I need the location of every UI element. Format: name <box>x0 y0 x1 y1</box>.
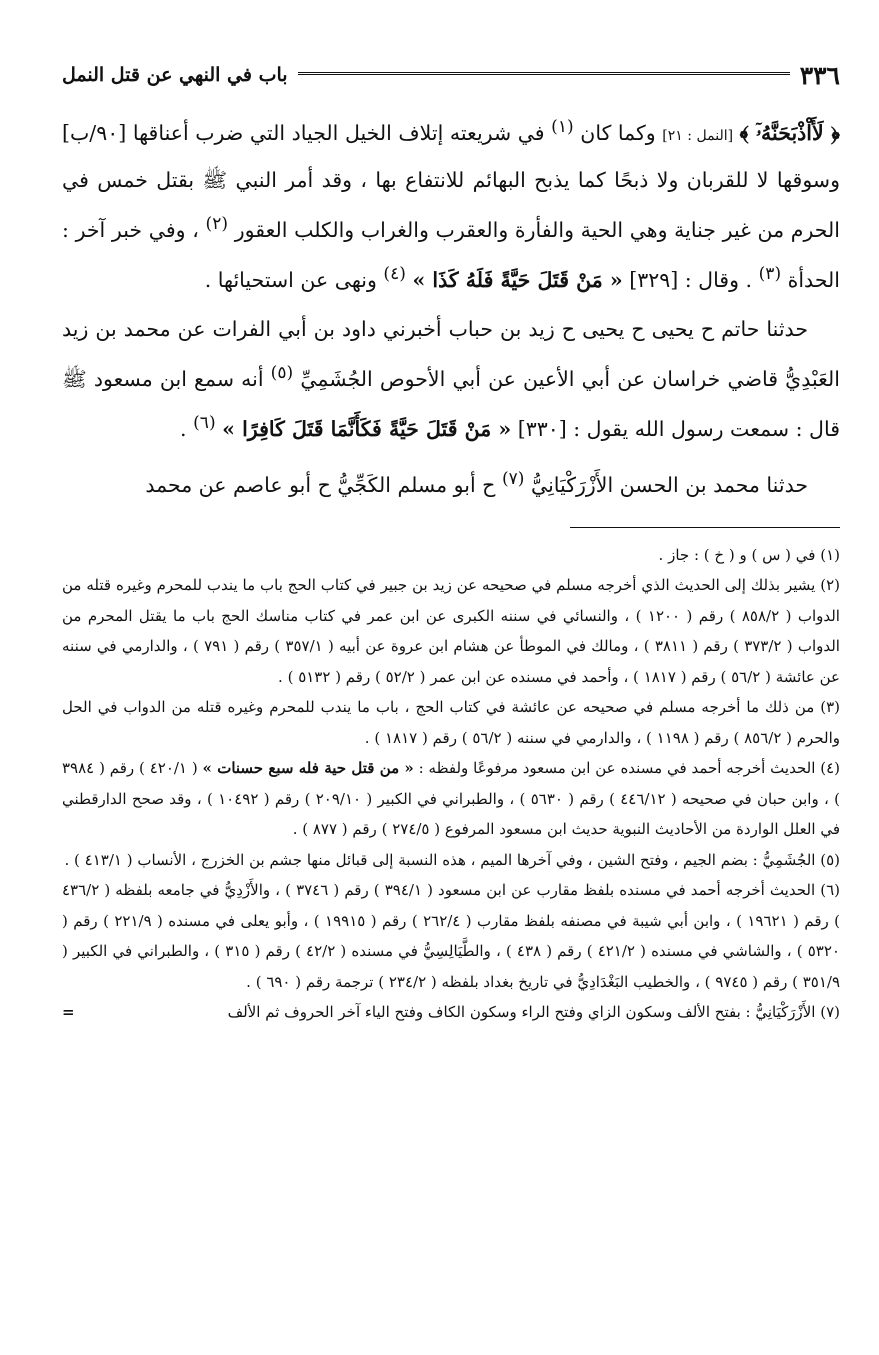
paragraph-3 <box>62 457 840 507</box>
paragraph-2 <box>62 307 840 451</box>
footnote-ref: (٤) <box>383 263 406 284</box>
book-page <box>62 55 840 1028</box>
footnote-5: (٥) الجُشَمِيُّ : بضم الجيم ، وفتح الشين ، وفي آخرها الميم ، هذه النسبة إلى قبائل منها جشم بن الخزرج ، الأنساب ( ٤١٣/١ ) . <box>64 850 840 869</box>
text-run: أنه سمع ابن مسعود ﷺ قال : سمعت رسول الله يقول : [٣٣٠] <box>62 367 840 442</box>
footnote-separator <box>570 527 840 528</box>
hadith-text: « مَنْ قَتَلَ حَيَّةً فَكَأَنَّمَا قَتَلَ كَافِرًا » <box>222 417 512 442</box>
page-number: ٣٣٦ <box>799 60 840 90</box>
footnote-6: (٦) الحديث أخرجه أحمد في مسنده بلفظ مقارب عن ابن مسعود ( ٣٩٤/١ ) رقم ( ٣٧٤٦ ) ، والأَزْدِيُّ في جامعه بلفظه ( ٤٣٦/٢ ) رقم ( ١٩٦٢١ ) ، وابن أبي شيبة في مصنفه بلفظ مقارب ( ٢٦٢/٤ ) رقم ( ١٩٩١٥ ) ، وأبو يعلى في مسنده ( ٢٢١/٩ ) رقم ( ٥٣٢٠ ) ، والشاشي في مسنده ( ٤٢١/٢ ) رقم ( ٤٣٨ ) ، والطَّيَالِسِيُّ في مسنده ( ٤٢/٢ ) رقم ( ٣١٥ ) ، والطبراني في الكبير ( ٣٥١/٩ ) رقم ( ٩٧٤٥ ) ، والخطيب البَغْدَادِيُّ في تاريخ بغداد بلفظه ( ٢٣٤/٢ ) ترجمة رقم ( ٦٩٠ ) . <box>62 881 840 991</box>
footnote-4-quote: « من قتل حية فله سبع حسنات » <box>202 759 414 778</box>
footnote-7 <box>62 997 840 1028</box>
footnote-4 <box>62 753 840 845</box>
footnote-ref: (٢) <box>205 213 229 234</box>
text-run: ونهى عن استحيائها . <box>204 267 377 292</box>
text-run: وكما كان <box>573 120 656 145</box>
footnote-2: (٢) يشير بذلك إلى الحديث الذي أخرجه مسلم في صحيحه عن زيد بن جبير في كتاب الحج باب ما يندب للمحرم وغيره قتله من الدواب ( ٨٥٨/٢ ) رقم ( ١٢٠٠ ) ، والنسائي في سننه الكبرى عن ابن عمر في كتاب مناسك الحج باب ما يقتل المحرم من الدواب ( ٣٧٣/٢ ) رقم ( ٣٨١١ ) ، ومالك في الموطأ عن هشام ابن عروة عن أبيه ( ٣٥٧/١ ) رقم ( ٧٩١ ) ، والدارمي في سننه عن عائشة ( ٥٦/٢ ) رقم ( ١٨١٧ ) ، وأحمد في مسنده عن ابن عمر ( ٥٢/٢ ) رقم ( ٥١٣٢ ) . <box>62 576 840 686</box>
running-title: باب في النهي عن قتل النمل <box>62 64 288 86</box>
footnote-ref: (١) <box>551 117 574 137</box>
text-run: حدثنا محمد بن الحسن الأَزْرَكْيَانِيُّ <box>524 472 808 497</box>
footnote-ref: (٦) <box>193 413 216 434</box>
footnote-4-lead: (٤) الحديث أخرجه أحمد في مسنده عن ابن مسعود مرفوعًا ولفظه : <box>413 759 840 778</box>
hadith-text: « مَنْ قَتَلَ حَيَّةً فَلَهُ كَذَا » <box>412 267 623 292</box>
continuation-mark: = <box>62 1003 75 1022</box>
footnote-ref: (٥) <box>270 363 294 384</box>
footnote-4-rest: ( ٤٢٠/١ ) رقم ( ٣٩٨٤ ) ، وابن حبان في صحيحه ( ٤٤٦/١٢ ) رقم ( ٥٦٣٠ ) ، والطبراني في الكبير ( ٢٠٩/١٠ ) رقم ( ١٠٤٩٢ ) ، وقد صحح الدارقطني في العلل الواردة من الأحاديث النبوية حديث ابن مسعود المرفوع ( ٢٧٤/٥ ) رقم ( ٨٧٧ ) . <box>62 759 840 839</box>
footnote-ref: (٧) <box>501 469 525 490</box>
paragraph-1 <box>62 105 840 301</box>
footnotes <box>62 540 840 1028</box>
header-rule <box>298 72 790 78</box>
page-header <box>62 55 840 95</box>
text-run: . <box>180 417 187 442</box>
footnote-ref: (٣) <box>758 263 782 284</box>
quran-citation: [النمل : ٢١] <box>662 127 734 144</box>
quran-verse: ﴿ لَأَاْذْبَحَنَّهُۥٓ ﴾ <box>739 120 840 145</box>
footnote-1: (١) في ( س ) و ( خ ) : جاز . <box>658 545 840 564</box>
footnote-3: (٣) من ذلك ما أخرجه مسلم في صحيحه عن عائشة في كتاب الحج ، باب ما يندب للمحرم وغيره قتله من الدواب في الحل والحرم ( ٨٥٦/٢ ) رقم ( ١١٩٨ ) ، والدارمي في سننه ( ٥٦/٢ ) رقم ( ١٨١٧ ) . <box>62 698 840 747</box>
text-run: ، وفي خبر آخر : الحدأة <box>62 217 840 292</box>
text-run: في شريعته إتلاف الخيل الجياد التي ضرب أعناقها [٩٠/ب] وسوقها لا للقربان ولا ذبحًا كما يذبح البهائم للانتفاع بها ، وقد أمر النبي ﷺ بقتل خمس في الحرم من غير جناية وهي الحية والفأرة والعقرب والغراب والكلب العقور <box>62 120 840 242</box>
text-run: حدثنا حاتم ح يحيى ح يحيى ح زيد بن حباب أخبرني داود بن أبي الفرات عن محمد بن زيد العَبْدِيُّ قاضي خراسان عن أبي الأعين عن أبي الأحوص الجُشَمِيِّ <box>62 317 840 392</box>
main-text <box>62 105 840 507</box>
text-run: ح أبو مسلم الكَجِّيُّ ح أبو عاصم عن محمد <box>145 472 496 497</box>
footnote-7-text: (٧) الأَزْرَكْيَانِيُّ : بفتح الألف وسكون الزاي وفتح الراء وسكون الكاف وفتح الياء آخر الحروف ثم الألف <box>227 1003 840 1022</box>
text-run: . وقال : [٣٢٩] <box>622 267 753 292</box>
